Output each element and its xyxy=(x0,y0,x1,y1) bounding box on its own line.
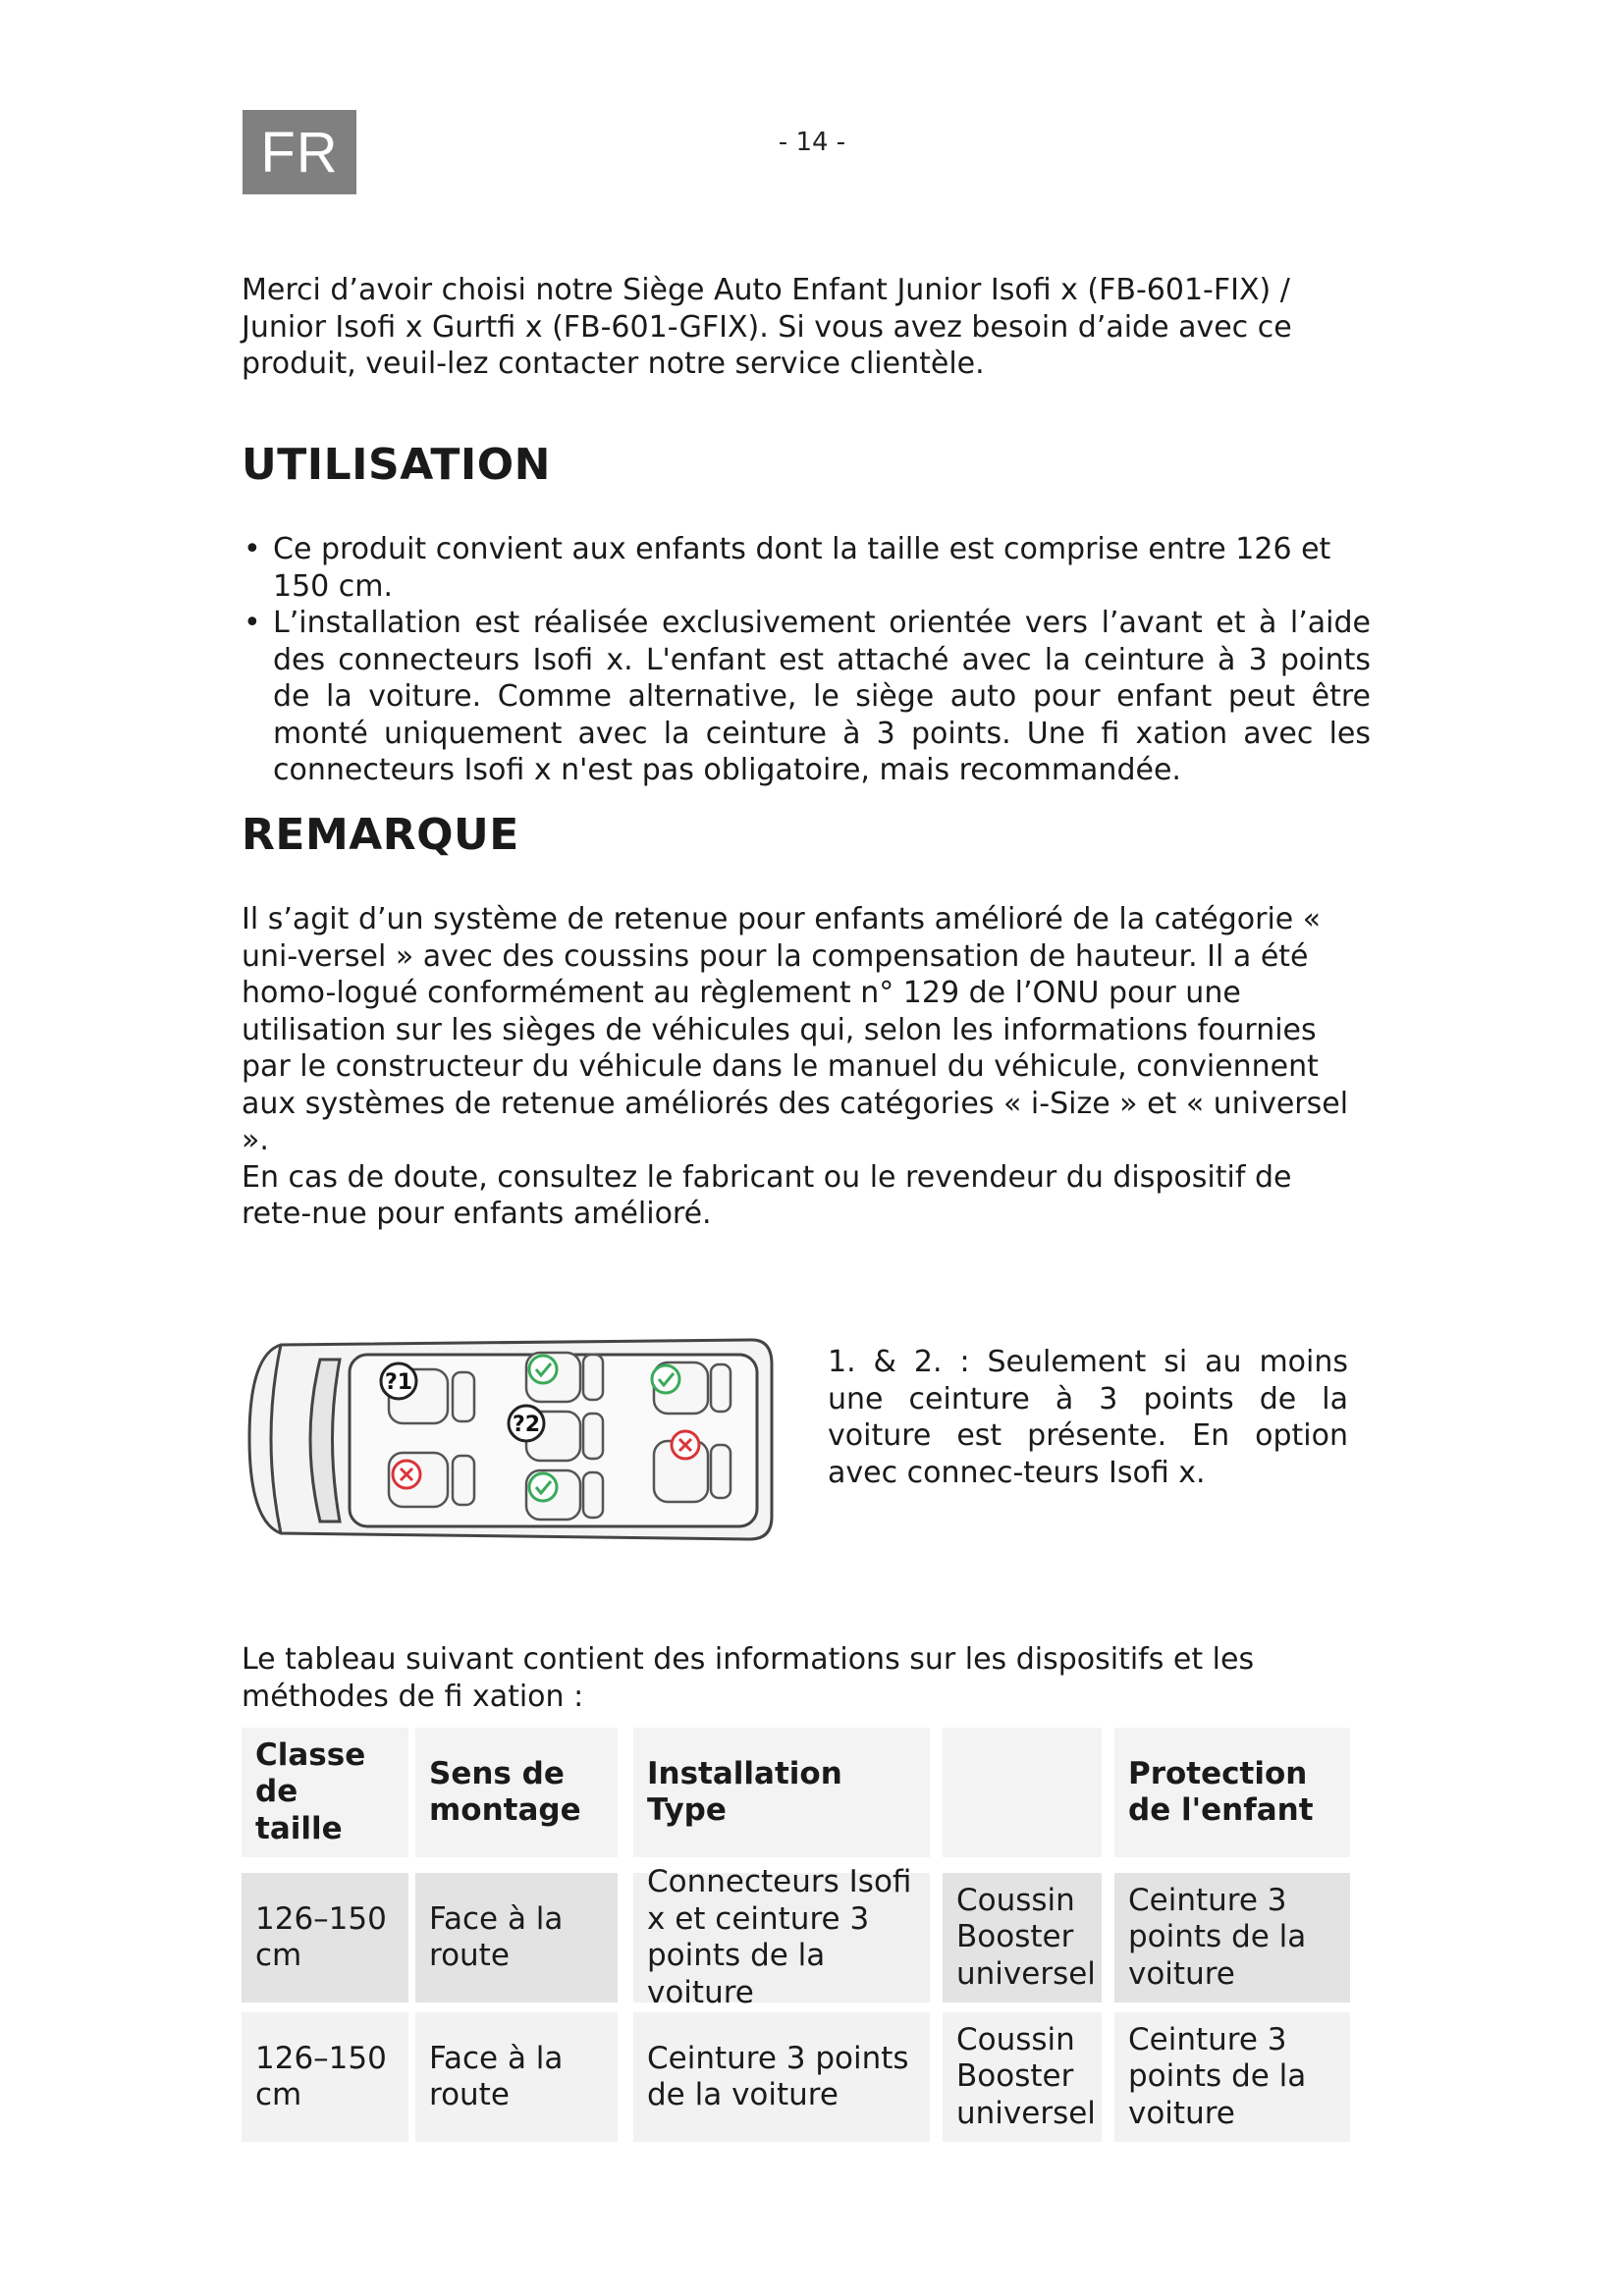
utilisation-list xyxy=(242,531,1371,789)
remark-paragraph-2: En cas de doute, consultez le fabricant ou le revendeur du dispositif de rete-nue pour enfants amélioré. xyxy=(242,1159,1292,1231)
table-cell: Ceinture 3 points de la voiture xyxy=(1114,2012,1350,2142)
list-item-text: L’installation est réalisée exclusivement orientée vers l’avant et à l’aide des connecteurs Isofi x. L'enfant est attaché avec la ceinture à 3 points de la voiture. Comme alternative, le siège auto pour enfant peut être monté uniquement avec la ceinture à 3 points. Une fi xation avec les connecteurs Isofi x n'est pas obligatoire, mais recommandée. xyxy=(273,606,1371,787)
seat-row3-left-back xyxy=(711,1364,731,1412)
section-title-utilisation: UTILISATION xyxy=(242,440,551,490)
bullet-icon: • xyxy=(244,606,261,640)
seat-row2-middle-back xyxy=(583,1414,603,1459)
table-header-cell: Sens de montage xyxy=(415,1728,618,1857)
page-number: - 14 - xyxy=(778,128,846,157)
section-title-remarque: REMARQUE xyxy=(242,810,519,860)
table-cell: Connecteurs Isofi x et ceinture 3 points de la voiture xyxy=(633,1873,930,2002)
table-header-cell: Installation Type xyxy=(633,1728,930,1857)
table-cell: Coussin Booster universel xyxy=(943,2012,1102,2142)
table-cell: Face à la route xyxy=(415,2012,618,2142)
bullet-icon: • xyxy=(244,532,261,566)
seat-label-1: ?1 xyxy=(384,1370,413,1395)
intro-paragraph: Merci d’avoir choisi notre Siège Auto Enfant Junior Isofi x (FB-601-FIX) / Junior Isofi x Gurtfi x (FB-601-GFIX). Si vous avez besoin d’aide avec ce produit, veuil-lez contacter notre service clientèle. xyxy=(242,273,1292,381)
list-item xyxy=(242,605,1371,789)
table-cell: 126–150 cm xyxy=(242,1873,408,2002)
seat-front-right-back xyxy=(453,1456,474,1505)
question-icon-2 xyxy=(509,1406,544,1441)
list-item-text: Ce produit convient aux enfants dont la taille est comprise entre 126 et 150 cm. xyxy=(273,532,1331,604)
table-cell: Ceinture 3 points de la voiture xyxy=(633,2012,930,2142)
seat-label-2: ?2 xyxy=(512,1413,541,1437)
list-item xyxy=(242,531,1371,605)
remark-text xyxy=(242,901,1371,1233)
remark-paragraph-1: Il s’agit d’un système de retenue pour enfants amélioré de la catégorie « uni-versel » avec des coussins pour la compensation de hauteur. Il a été homo-logué conformément au règlement n° 129 de l’ONU pour une utilisation sur les sièges de véhicules qui, selon les informations fournies par le constructeur du véhicule dans le manuel du véhicule, conviennent aux systèmes de retenue améliorés des catégories « i-Size » et « universel ». xyxy=(242,902,1349,1157)
seat-front-left-back xyxy=(453,1372,474,1421)
cross-icon xyxy=(672,1431,699,1459)
cross-icon xyxy=(393,1461,420,1488)
table-intro: Le tableau suivant contient des informations sur les dispositifs et les méthodes de fi xation : xyxy=(242,1642,1255,1714)
car-seat-diagram xyxy=(242,1325,777,1551)
table-header-cell: Protection de l'enfant xyxy=(1114,1728,1350,1857)
table-cell: Face à la route xyxy=(415,1873,618,2002)
check-icon xyxy=(529,1473,557,1501)
table-cell: Coussin Booster universel xyxy=(943,1873,1102,2002)
seat-row3-right-back xyxy=(711,1445,731,1498)
check-icon xyxy=(652,1365,679,1393)
check-icon xyxy=(529,1356,557,1383)
question-icon-1 xyxy=(381,1363,416,1399)
table-cell: Ceinture 3 points de la voiture xyxy=(1114,1873,1350,2002)
table-header-cell xyxy=(943,1728,1102,1857)
table-cell: 126–150 cm xyxy=(242,2012,408,2142)
table-header-cell: Classe de taille xyxy=(242,1728,408,1857)
car-diagram-note: 1. & 2. : Seulement si au moins une ceinture à 3 points de la voiture est présente. En option avec connec-teurs Isofi x. xyxy=(828,1345,1348,1490)
seat-row2-right-back xyxy=(583,1472,603,1518)
seat-row2-left-back xyxy=(583,1355,603,1400)
language-badge: FR xyxy=(243,110,356,194)
